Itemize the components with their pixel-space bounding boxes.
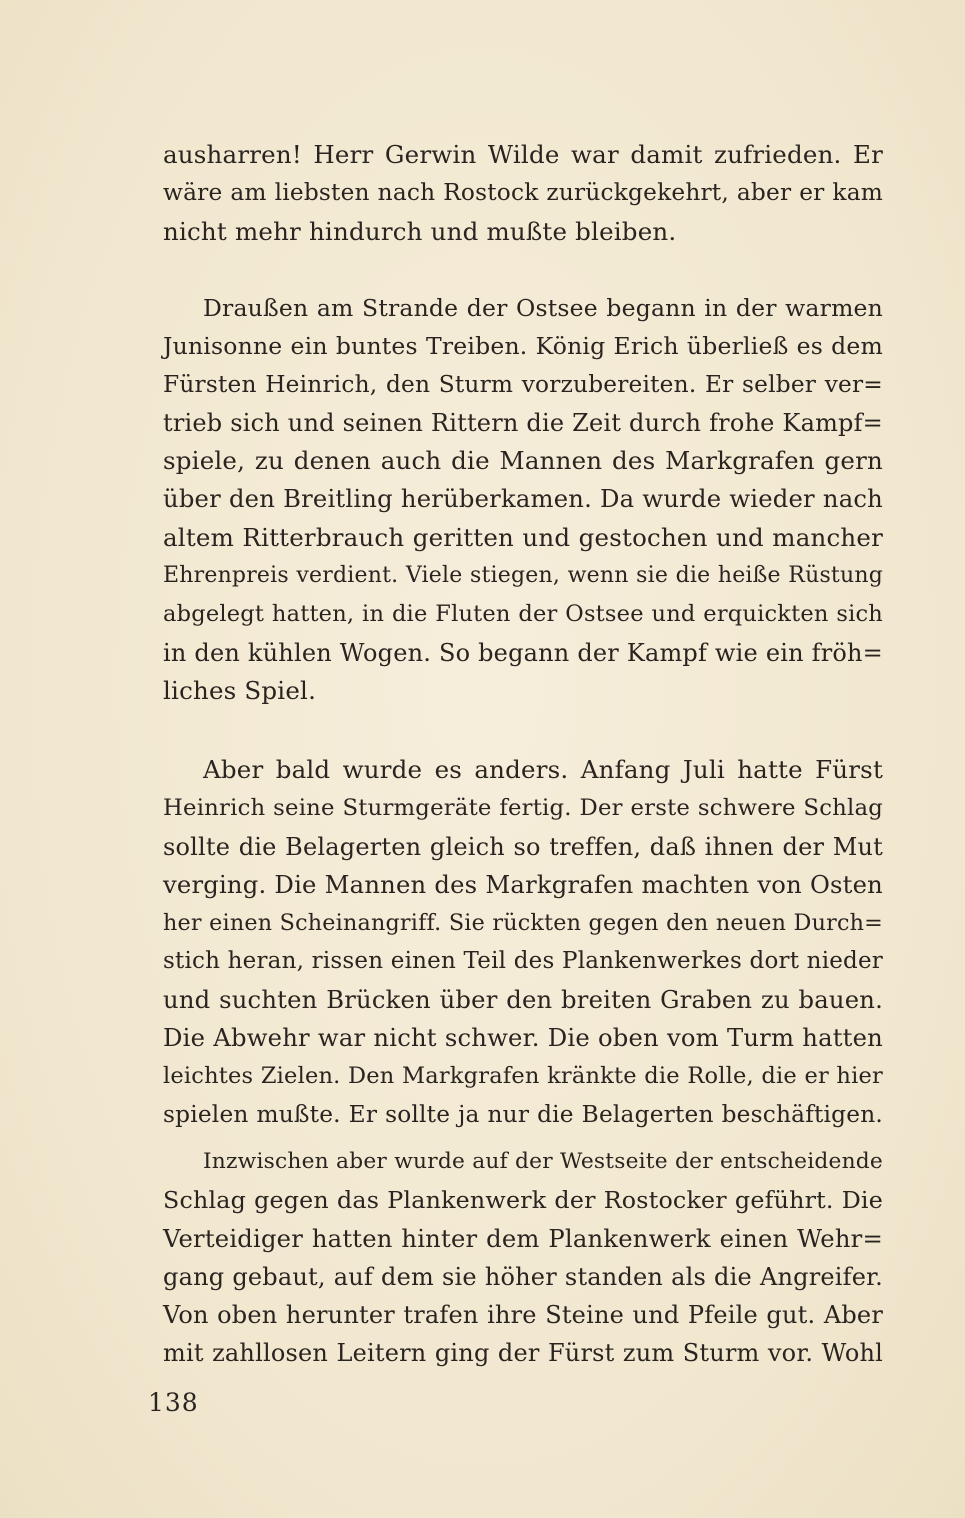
text-line: in den kühlen Wogen. So begann der Kampf wie ein fröh= <box>163 638 883 667</box>
text-line: spielen mußte. Er sollte ja nur die Belagerten beschäftigen. <box>163 1100 883 1128</box>
text-line: Verteidiger hatten hinter dem Plankenwerk einen Wehr= <box>163 1223 883 1253</box>
text-line: Draußen am Strande der Ostsee begann in der warmen <box>203 294 883 322</box>
text-line: spiele, zu denen auch die Mannen des Markgrafen gern <box>163 446 883 476</box>
text-line: ausharren! Herr Gerwin Wilde war damit zufrieden. Er <box>163 140 883 169</box>
text-line: und suchten Brücken über den breiten Graben zu bauen. <box>163 984 883 1014</box>
text-line: verging. Die Mannen des Markgrafen machten von Osten <box>163 869 883 899</box>
text-line: wäre am liebsten nach Rostock zurückgekehrt, aber er kam <box>163 179 883 207</box>
text-line: Schlag gegen das Plankenwerk der Rostocker geführt. Die <box>163 1186 883 1215</box>
paragraph-3 <box>163 751 883 1134</box>
text-line: altem Ritterbrauch geritten und gestochen und mancher <box>163 522 883 552</box>
text-line: Fürsten Heinrich, den Sturm vorzubereiten. Er selber ver= <box>163 370 883 398</box>
text-line: Von oben herunter trafen ihre Steine und Pfeile gut. Aber <box>163 1301 883 1330</box>
paragraph-2 <box>163 289 883 710</box>
text-line: nicht mehr hindurch und mußte bleiben. <box>163 216 677 246</box>
page-number: 138 <box>148 1388 199 1417</box>
text-line: Die Abwehr war nicht schwer. Die oben vom Turm hatten <box>163 1023 883 1053</box>
text-line: her einen Scheinangriff. Sie rückten gegen den neuen Durch= <box>163 910 883 937</box>
text-line: Aber bald wurde es anders. Anfang Juli hatte Fürst <box>203 755 883 784</box>
text-line: leichtes Zielen. Den Markgrafen kränkte die Rolle, die er hier <box>163 1063 883 1090</box>
text-line: über den Breitling herüberkamen. Da wurde wieder nach <box>163 484 883 514</box>
text-line: abgelegt hatten, in die Fluten der Ostsee und erquickten sich <box>163 601 883 628</box>
text-line: Heinrich seine Sturmgeräte fertig. Der erste schwere Schlag <box>163 795 883 822</box>
text-line: trieb sich und seinen Rittern die Zeit durch frohe Kampf= <box>163 408 883 437</box>
text-line: stich heran, rissen einen Teil des Plankenwerkes dort nieder <box>163 948 883 975</box>
text-line: sollte die Belagerten gleich so treffen, daß ihnen der Mut <box>163 832 883 861</box>
text-line: mit zahllosen Leitern ging der Fürst zum Sturm vor. Wohl <box>163 1339 883 1368</box>
text-line: Inzwischen aber wurde auf der Westseite der entscheidende <box>203 1149 883 1174</box>
text-line: Ehrenpreis verdient. Viele stiegen, wenn sie die heiße Rüstung <box>163 563 883 589</box>
text-line: Junisonne ein buntes Treiben. König Erich überließ es dem <box>163 332 883 361</box>
text-line: gang gebaut, auf dem sie höher standen als die Angreifer. <box>163 1262 883 1291</box>
paragraph-1 <box>163 136 883 251</box>
paragraph-4 <box>163 1143 883 1373</box>
text-line: liches Spiel. <box>163 675 317 705</box>
